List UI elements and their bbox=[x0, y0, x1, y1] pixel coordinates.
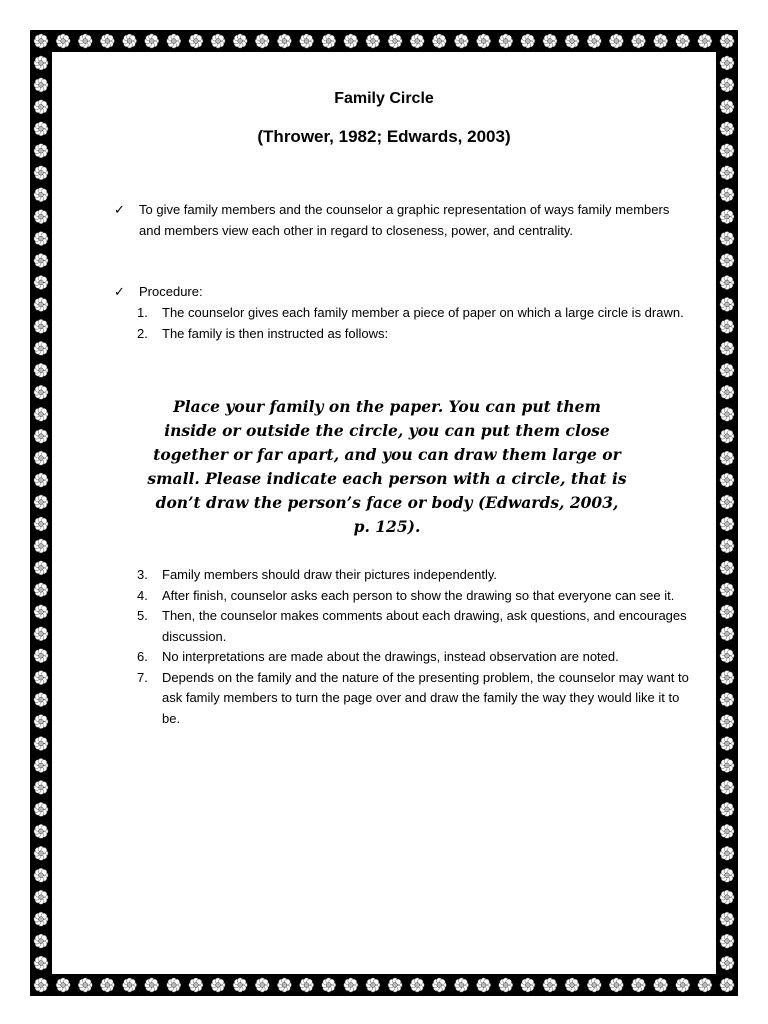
list-item bbox=[137, 606, 697, 647]
step-text: After finish, counselor asks each person to show the drawing so that everyone can see it. bbox=[162, 587, 675, 603]
bullet-text: Procedure: bbox=[139, 284, 203, 299]
steps-list-part2 bbox=[137, 565, 697, 729]
step-text: No interpretations are made about the drawings, instead observation are noted. bbox=[162, 649, 619, 664]
list-item bbox=[137, 647, 697, 668]
step-text: Then, the counselor makes comments about each drawing, ask questions, and encourages discussion. bbox=[162, 608, 687, 644]
list-item bbox=[137, 565, 697, 586]
list-item bbox=[137, 303, 697, 324]
step-text: Depends on the family and the nature of the presenting problem, the counselor may want to ask family members to turn the page over and draw the family the way they would like it to be. bbox=[162, 669, 689, 726]
bullet-procedure bbox=[114, 282, 674, 303]
step-number: 2. bbox=[137, 325, 148, 341]
list-item bbox=[137, 586, 697, 607]
document-content bbox=[52, 52, 716, 974]
step-text: Family members should draw their pictures independently. bbox=[162, 567, 498, 582]
checkmark-icon: ✓ bbox=[114, 284, 125, 299]
checkmark-icon: ✓ bbox=[114, 202, 125, 217]
page-citation: (Thrower, 1982; Edwards, 2003) bbox=[257, 127, 511, 146]
step-number: 7. bbox=[137, 669, 148, 685]
bullet-text: To give family members and the counselor a graphic representation of ways family members and members view each other in regard to closeness, power, and centrality. bbox=[139, 202, 670, 238]
steps-list-part1 bbox=[137, 303, 697, 344]
step-number: 5. bbox=[137, 608, 148, 623]
step-number: 1. bbox=[137, 305, 148, 320]
step-text: The counselor gives each family member a piece of paper on which a large circle is drawn. bbox=[162, 305, 684, 320]
page-title: Family Circle bbox=[334, 90, 434, 107]
instruction-quote: Place your family on the paper. You can put them inside or outside the circle, you can put them close together or far apart, and you can draw them large or small. Please indicate each person with a circle, that is don’t draw the person’s face or body (Edwards, 2003, p. 125). bbox=[147, 397, 627, 536]
step-number: 6. bbox=[137, 649, 148, 664]
bullet-purpose bbox=[114, 200, 674, 241]
step-text: The family is then instructed as follows: bbox=[162, 325, 389, 341]
list-item bbox=[137, 668, 697, 730]
list-item bbox=[137, 324, 697, 345]
step-number: 3. bbox=[137, 567, 148, 582]
step-number: 4. bbox=[137, 587, 148, 603]
